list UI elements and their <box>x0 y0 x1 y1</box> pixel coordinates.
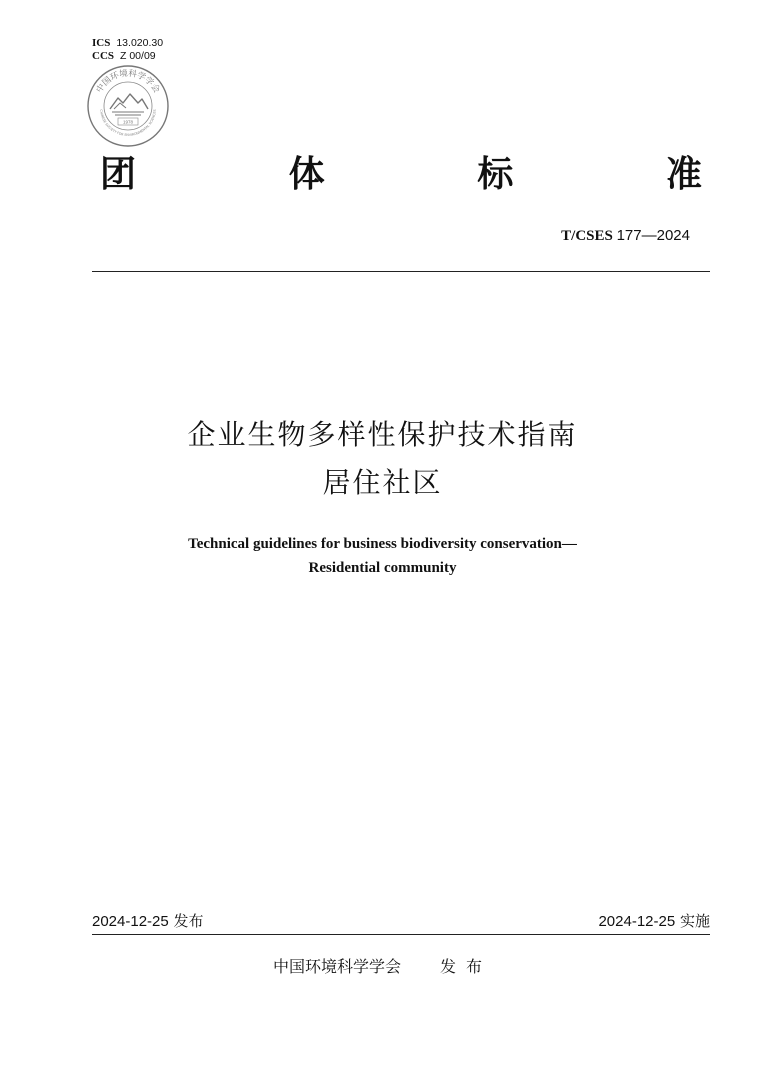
title-en-line-1: Technical guidelines for business biodiversity conservation— <box>188 536 577 552</box>
dates-row <box>92 910 710 933</box>
seal-year: 1978 <box>122 119 134 125</box>
standard-type-char-2: 体 <box>288 154 325 195</box>
ccs-label: CCS <box>92 50 115 62</box>
title-cn-line-2: 居住社区 <box>322 466 443 499</box>
seal-name-cn: 中国环境科学学会 <box>94 68 162 95</box>
ics-code <box>92 37 163 50</box>
ics-label: ICS <box>92 37 111 49</box>
standard-number <box>561 227 690 245</box>
standard-type-char-1: 团 <box>100 154 137 195</box>
society-seal-logo <box>86 64 170 148</box>
header-divider <box>92 271 710 272</box>
classification-codes <box>92 37 163 63</box>
standard-number-prefix: T/CSES <box>561 228 613 244</box>
effective-label: 实施 <box>679 912 710 930</box>
publisher-action: 发布 <box>440 957 493 976</box>
title-en-line-2: Residential community <box>308 560 457 576</box>
ics-value: 13.020.30 <box>116 37 164 49</box>
publisher-line <box>0 955 765 979</box>
standard-type-heading <box>100 150 702 200</box>
standard-type-char-4: 准 <box>665 154 702 195</box>
publish-label: 发布 <box>173 912 204 930</box>
mountain-icon <box>110 94 148 109</box>
ccs-value: Z 00/09 <box>120 50 156 62</box>
publish-info <box>92 910 204 933</box>
publisher-name: 中国环境科学学会 <box>272 957 401 976</box>
seal-top-text <box>94 68 163 96</box>
seal-name-en: CHINESE SOCIETY FOR ENVIRONMENTAL SCIENCES <box>99 109 157 138</box>
title-cn-line-1: 企业生物多样性保护技术指南 <box>187 418 578 451</box>
effective-date: 2024-12-25 <box>598 913 676 930</box>
standard-number-value: 177—2024 <box>616 227 690 244</box>
ccs-code <box>92 50 163 63</box>
standard-type-char-3: 标 <box>477 154 514 195</box>
effective-info <box>598 910 710 933</box>
water-lines-icon <box>112 112 144 115</box>
publish-date: 2024-12-25 <box>92 913 169 930</box>
footer-divider <box>92 934 710 935</box>
